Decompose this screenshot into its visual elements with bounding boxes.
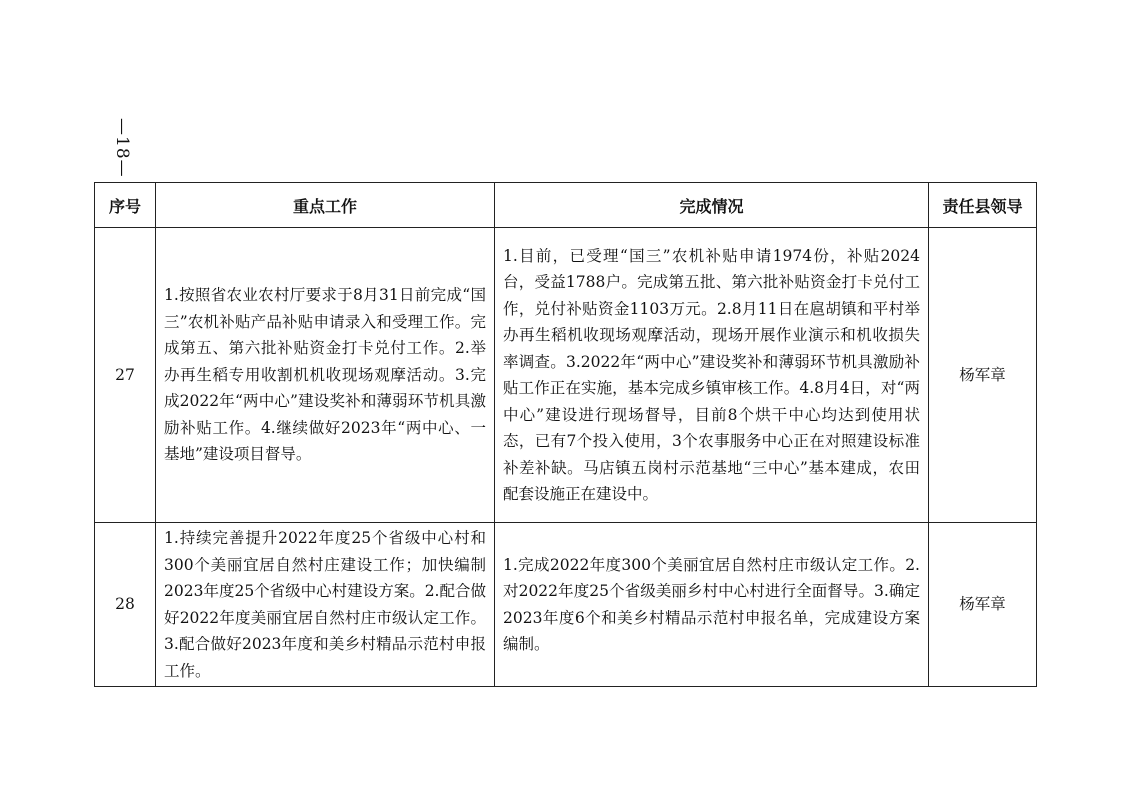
responsible-leader-cell: 杨军章 <box>929 228 1037 523</box>
header-responsible-leader: 责任县领导 <box>929 183 1037 228</box>
page-number: —18— <box>112 118 132 178</box>
responsible-leader-cell: 杨军章 <box>929 523 1037 687</box>
table-header-row <box>95 183 1037 228</box>
key-work-cell: 1.按照省农业农村厅要求于8月31日前完成“国三”农机补贴产品补贴申请录入和受理工作。完成第五、第六批补贴资金打卡兑付工作。2.举办再生稻专用收割机机收现场观摩活动。3.完成2022年“两中心”建设奖补和薄弱环节机具激励补贴工作。4.继续做好2023年“两中心、一基地”建设项目督导。 <box>156 228 495 523</box>
header-key-work: 重点工作 <box>156 183 495 228</box>
row-number: 27 <box>95 228 156 523</box>
table-row <box>95 523 1037 687</box>
completion-status-cell: 1.完成2022年度300个美丽宜居自然村庄市级认定工作。2.对2022年度25个省级美丽乡村中心村进行全面督导。3.确定2023年度6个和美乡村精品示范村申报名单，完成建设方案编制。 <box>495 523 929 687</box>
header-completion-status: 完成情况 <box>495 183 929 228</box>
key-work-cell: 1.持续完善提升2022年度25个省级中心村和300个美丽宜居自然村庄建设工作；加快编制2023年度25个省级中心村建设方案。2.配合做好2022年度美丽宜居自然村庄市级认定工作。3.配合做好2023年度和美乡村精品示范村申报工作。 <box>156 523 495 687</box>
table-row <box>95 228 1037 523</box>
header-serial-number: 序号 <box>95 183 156 228</box>
row-number: 28 <box>95 523 156 687</box>
work-table <box>94 182 1037 687</box>
completion-status-cell: 1.目前，已受理“国三”农机补贴申请1974份，补贴2024台，受益1788户。完成第五批、第六批补贴资金打卡兑付工作，兑付补贴资金1103万元。2.8月11日在扈胡镇和平村举办再生稻机收现场观摩活动，现场开展作业演示和机收损失率调查。3.2022年“两中心”建设奖补和薄弱环节机具激励补贴工作正在实施，基本完成乡镇审核工作。4.8月4日，对“两中心”建设进行现场督导，目前8个烘干中心均达到使用状态，已有7个投入使用，3个农事服务中心正在对照建设标准补差补缺。马店镇五岗村示范基地“三中心”基本建成，农田配套设施正在建设中。 <box>495 228 929 523</box>
